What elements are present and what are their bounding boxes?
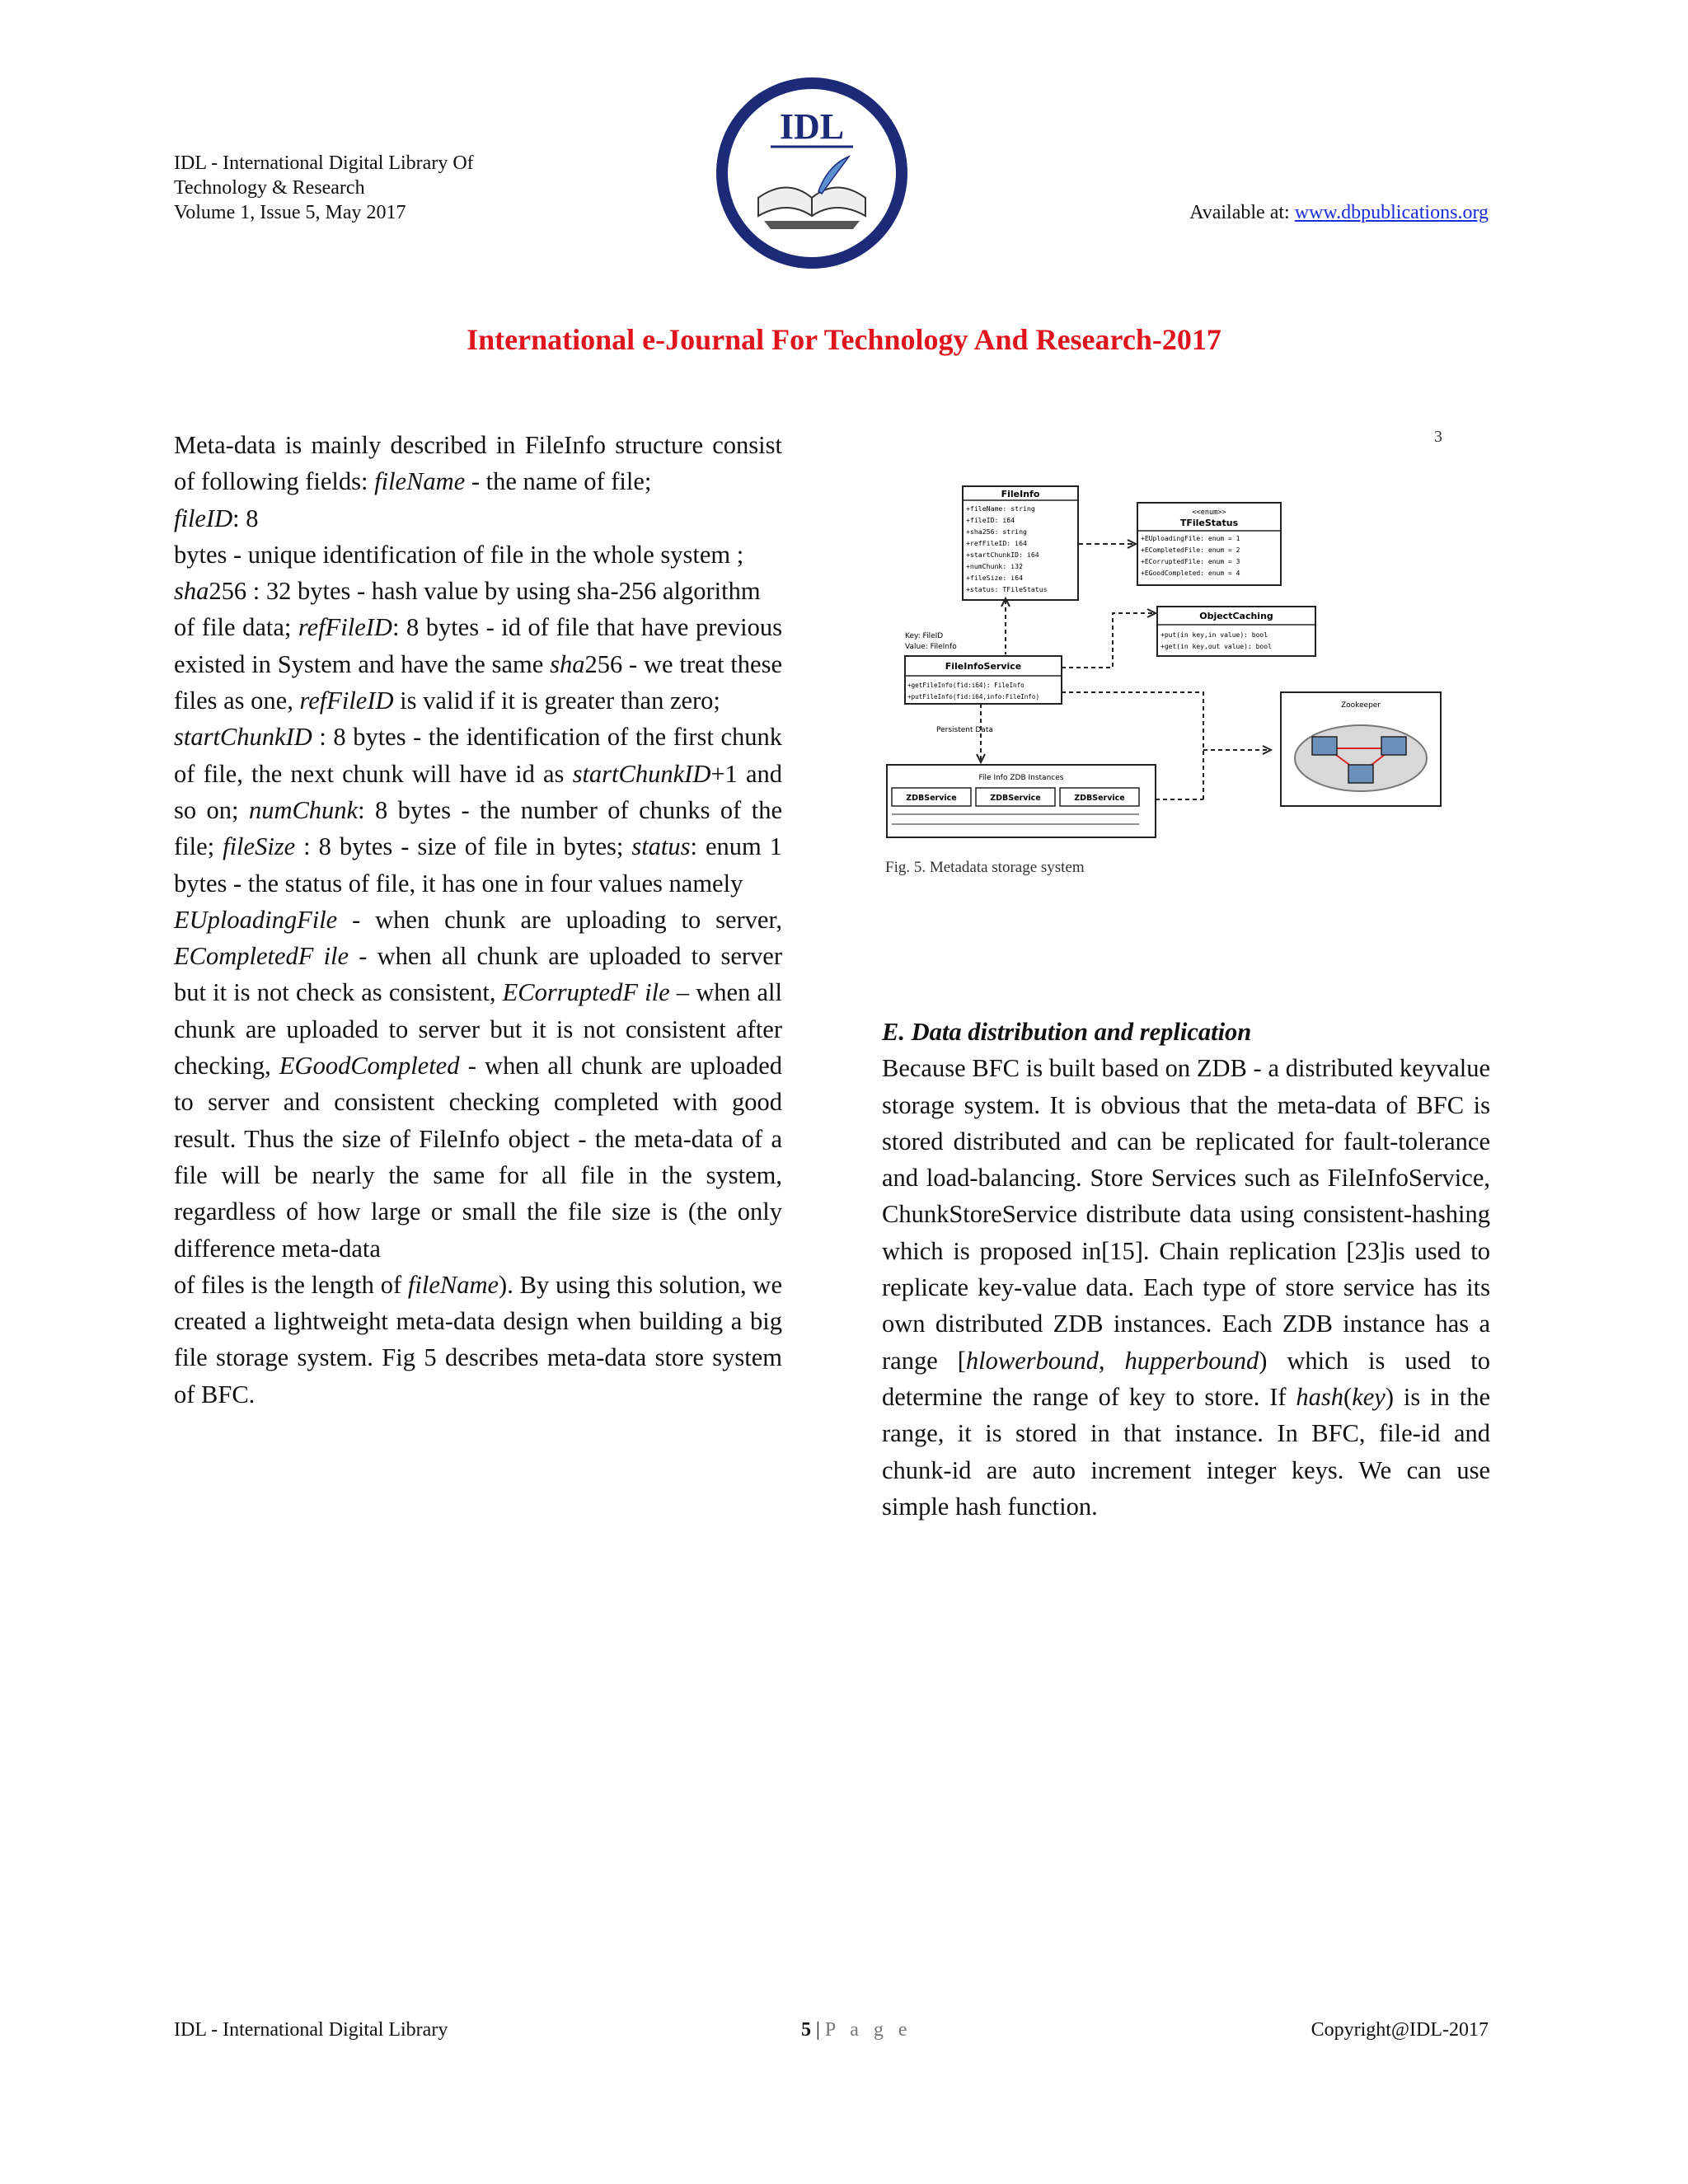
svg-text:+getFileInfo(fid:i64): FileInf: +getFileInfo(fid:i64): FileInfo bbox=[907, 682, 1025, 689]
tfilestatus-enum bbox=[1137, 503, 1281, 585]
svg-text:+get(in key,out value): bool: +get(in key,out value): bool bbox=[1160, 643, 1272, 650]
logo-text: IDL bbox=[779, 106, 845, 147]
svg-text:Persistent Data: Persistent Data bbox=[936, 726, 993, 734]
left-column bbox=[174, 427, 782, 1413]
svg-text:+fileID: i64: +fileID: i64 bbox=[966, 516, 1015, 524]
page-number: 5 | P a g e bbox=[801, 2019, 912, 2041]
paragraph: startChunkID : 8 bytes - the identification of the first chunk of file, the next chunk will have id as startChunkID+1 and so on; numChunk: 8 bytes - the number of chunks of the file; fileSize : 8 bytes - size of file in bytes; status: enum 1 bytes - the status of file, it has one in four values namely bbox=[174, 723, 783, 898]
paragraph: sha256 : 32 bytes - hash value by using sha-256 algorithm bbox=[174, 577, 761, 606]
svg-text:TFileStatus: TFileStatus bbox=[1179, 518, 1239, 528]
figure-caption: Fig. 5. Metadata storage system bbox=[885, 859, 1085, 876]
paragraph: bytes - unique identification of file in the whole system ; bbox=[174, 540, 744, 569]
svg-text:+refFileID: i64: +refFileID: i64 bbox=[966, 539, 1027, 547]
svg-text:+fileSize: i64: +fileSize: i64 bbox=[966, 574, 1024, 582]
header-line-2: Technology & Research bbox=[174, 177, 365, 199]
journal-link[interactable]: www.dbpublications.org bbox=[1294, 202, 1489, 223]
svg-text:ZDBService: ZDBService bbox=[906, 794, 957, 803]
available-label: Available at: bbox=[1189, 202, 1295, 223]
svg-text:+ECompletedFile: enum = 2: +ECompletedFile: enum = 2 bbox=[1141, 546, 1240, 554]
svg-text:<<enum>>: <<enum>> bbox=[1192, 509, 1226, 517]
header-line-3: Volume 1, Issue 5, May 2017 bbox=[174, 202, 406, 223]
svg-text:FileInfoService: FileInfoService bbox=[945, 661, 1022, 672]
paragraph: Meta-data is mainly described in FileInfo structure consist of following fields: fileName - the name of file; bbox=[174, 431, 782, 496]
objectcaching-class bbox=[1157, 607, 1315, 656]
svg-text:Key: FileID: Key: FileID bbox=[905, 632, 944, 640]
svg-text:+numChunk: i32: +numChunk: i32 bbox=[966, 562, 1024, 570]
section-heading: E. Data distribution and replication bbox=[882, 1018, 1252, 1046]
figure-number: 3 bbox=[1434, 428, 1442, 446]
journal-header bbox=[174, 151, 474, 225]
svg-text:+ECorruptedFile: enum = 3: +ECorruptedFile: enum = 3 bbox=[1141, 558, 1240, 565]
idl-logo bbox=[713, 74, 911, 272]
fileinfo-class bbox=[963, 486, 1078, 600]
svg-text:Value: FileInfo: Value: FileInfo bbox=[905, 643, 957, 651]
journal-title: International e-Journal For Technology And Research-2017 bbox=[467, 323, 1221, 356]
fileinfo-title: FileInfo bbox=[1001, 489, 1040, 499]
zdb-instances bbox=[887, 765, 1156, 837]
svg-text:+sha256: string: +sha256: string bbox=[966, 527, 1027, 536]
paragraph: EUploadingFile - when chunk are uploading to server, ECompletedF ile - when all chunk are uploaded to server but it is not check as consistent, ECorruptedF ile – when all chunk are uploaded to server but it is not consistent after checking, EGoodCompleted - when all chunk are uploaded to server and consistent checking completed with good result. Thus the size of FileInfo object - the meta-data of a file will be nearly the same for all file in the system, regardless of how large or small the file size is (the only difference meta-data bbox=[174, 905, 782, 1263]
svg-text:+put(in key,in value): bool: +put(in key,in value): bool bbox=[1160, 631, 1268, 639]
paragraph: of file data; refFileID: 8 bytes - id of file that have previous existed in System and have the same sha256 - we treat these files as one, refFileID is valid if it is greater than zero; bbox=[174, 613, 782, 715]
zookeeper-box bbox=[1281, 692, 1441, 806]
svg-text:File Info ZDB Instances: File Info ZDB Instances bbox=[978, 774, 1064, 782]
metadata-storage-figure bbox=[882, 420, 1492, 882]
svg-text:+fileName: string: +fileName: string bbox=[966, 504, 1035, 513]
svg-text:ObjectCaching: ObjectCaching bbox=[1199, 611, 1273, 621]
svg-text:ZDBService: ZDBService bbox=[990, 794, 1041, 803]
svg-text:+EUploadingFile: enum = 1: +EUploadingFile: enum = 1 bbox=[1141, 535, 1240, 542]
svg-text:Zookeeper: Zookeeper bbox=[1340, 701, 1381, 710]
right-column bbox=[882, 1014, 1490, 1525]
paragraph: fileID: 8 bbox=[174, 504, 259, 532]
svg-text:+startChunkID: i64: +startChunkID: i64 bbox=[966, 551, 1039, 559]
svg-text:+status: TFileStatus: +status: TFileStatus bbox=[966, 585, 1048, 593]
svg-text:+putFileInfo(fid:i64,info:File: +putFileInfo(fid:i64,info:FileInfo) bbox=[907, 693, 1040, 701]
footer-left: IDL - International Digital Library bbox=[174, 2019, 448, 2041]
available-at bbox=[1189, 200, 1489, 225]
header-line-1: IDL - International Digital Library Of bbox=[174, 152, 474, 174]
fileinfoservice-class bbox=[905, 656, 1062, 704]
paragraph: of files is the length of fileName). By using this solution, we created a lightweight meta-data design when building a big file storage system. Fig 5 describes meta-data store system of BFC. bbox=[174, 1270, 782, 1408]
svg-text:ZDBService: ZDBService bbox=[1074, 794, 1125, 803]
footer-copyright: Copyright@IDL-2017 bbox=[1311, 2019, 1489, 2041]
svg-text:+EGoodCompleted: enum = 4: +EGoodCompleted: enum = 4 bbox=[1141, 569, 1240, 577]
paragraph: Because BFC is built based on ZDB - a distributed keyvalue storage system. It is obvious that the meta-data of BFC is stored distributed and can be replicated for fault-tolerance and load-balancing. Store Services such as FileInfoService, ChunkStoreService distribute data using consistent-hashing which is proposed in[15]. Chain replication [23]is used to replicate key-value data. Each type of store service has its own distributed ZDB instances. Each ZDB instance has a range [hlowerbound, hupperbound) which is used to determine the range of key to store. If hash(key) is in the range, it is stored in that instance. In BFC, file-id and chunk-id are auto increment integer keys. We can use simple hash function. bbox=[882, 1054, 1491, 1521]
